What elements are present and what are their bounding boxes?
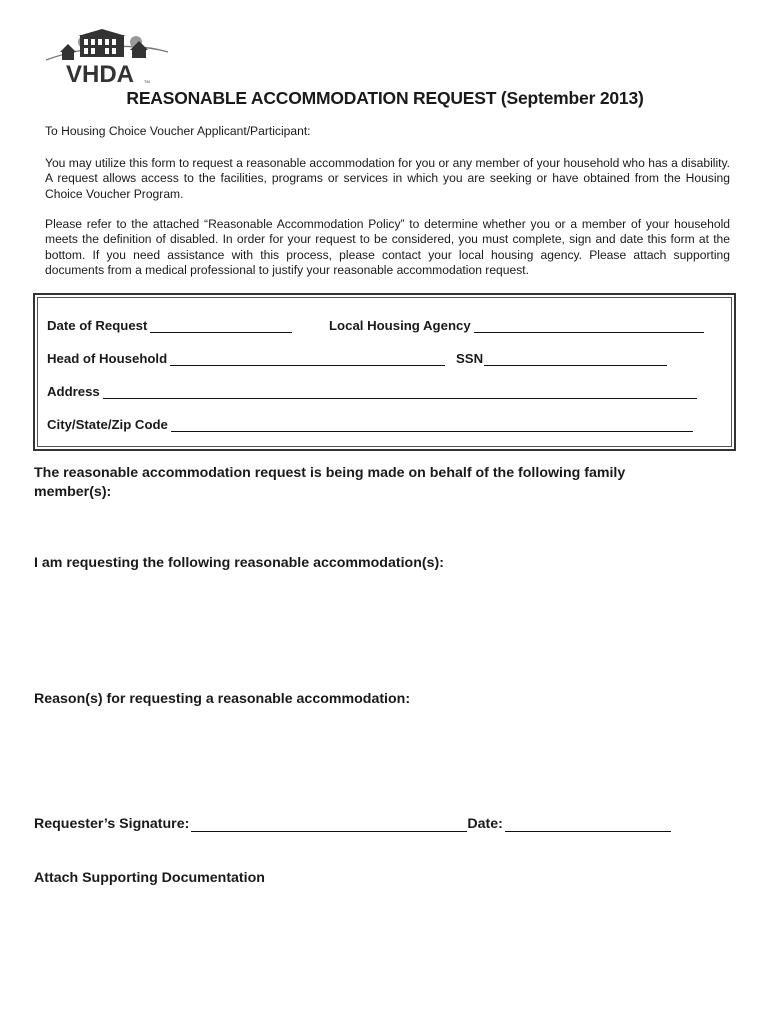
- address-label: Address: [47, 384, 100, 399]
- page-title: REASONABLE ACCOMMODATION REQUEST (September 2013): [126, 88, 644, 108]
- date-of-request-field[interactable]: [150, 318, 292, 333]
- ssn-label: SSN: [456, 351, 484, 366]
- ssn-row: [456, 346, 667, 366]
- city-state-zip-label: City/State/Zip Code: [47, 417, 168, 432]
- date-of-request-row: [47, 313, 292, 333]
- head-of-household-label: Head of Household: [47, 351, 168, 366]
- signature-row: [34, 816, 671, 832]
- local-housing-agency-row: [329, 313, 704, 333]
- date-of-request-label: Date of Request: [47, 318, 148, 333]
- applicant-info-box: [33, 293, 736, 451]
- signature-field[interactable]: [191, 816, 467, 832]
- date-field[interactable]: [505, 816, 671, 832]
- reasons-prompt: Reason(s) for requesting a reasonable accommodation:: [34, 691, 411, 707]
- address-field[interactable]: [103, 384, 697, 399]
- date-label: Date:: [467, 816, 503, 832]
- city-state-zip-field[interactable]: [171, 417, 693, 432]
- head-of-household-field[interactable]: [170, 351, 445, 366]
- attach-documentation-note: Attach Supporting Documentation: [34, 870, 265, 886]
- head-of-household-row: [47, 346, 445, 366]
- svg-text:TM: TM: [144, 79, 150, 84]
- intro-paragraph: You may utilize this form to request a reasonable accommodation for you or any member of your household who has a disability. A request allows access to the facilities, programs or services in which you are seeking or have obtained from the Housing Choice Voucher Program.: [45, 156, 731, 201]
- family-members-prompt: The reasonable accommodation request is being made on behalf of the following family member(s):: [34, 465, 626, 500]
- vhda-logo: [44, 26, 170, 86]
- policy-paragraph: Please refer to the attached “Reasonable Accommodation Policy” to determine whether you or a member of your household meets the definition of disabled. In order for your request to be considered, you must complete, sign and date this form at the bottom. If you need assistance with this process, please contact your local housing agency. Please attach supporting documents from a medical professional to justify your reasonable accommodation request.: [45, 217, 730, 277]
- local-housing-agency-label: Local Housing Agency: [329, 318, 471, 333]
- accommodations-prompt: I am requesting the following reasonable accommodation(s):: [34, 555, 444, 571]
- ssn-field[interactable]: [484, 351, 667, 366]
- greeting: To Housing Choice Voucher Applicant/Participant:: [45, 124, 311, 138]
- city-state-zip-row: [47, 412, 693, 432]
- local-housing-agency-field[interactable]: [474, 318, 704, 333]
- address-row: [47, 379, 697, 399]
- signature-label: Requester’s Signature:: [34, 816, 190, 832]
- svg-text:VHDA: VHDA: [66, 61, 135, 86]
